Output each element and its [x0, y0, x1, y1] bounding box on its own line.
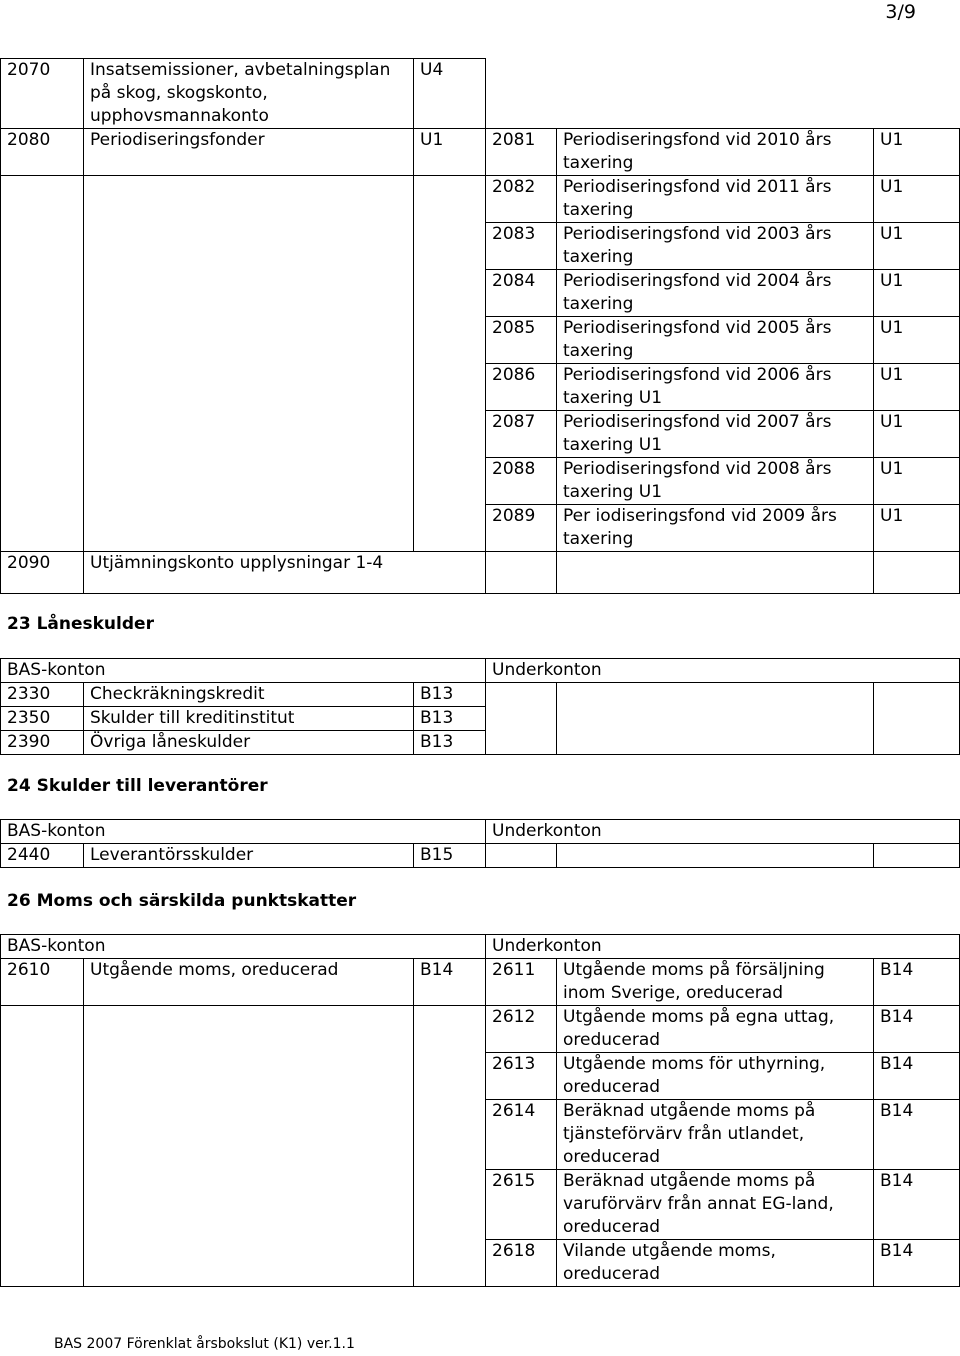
account-code: 2610 — [1, 959, 84, 1006]
table-row — [1, 1053, 960, 1100]
sub-account-name: Periodiseringsfond vid 2005 års taxering — [557, 317, 874, 364]
account-code: 2440 — [1, 844, 84, 868]
sub-account-name: Periodiseringsfond vid 2010 års taxering — [557, 129, 874, 176]
sub-report-ref: U1 — [874, 505, 960, 552]
table-row — [1, 270, 960, 317]
sub-report-ref: U1 — [874, 270, 960, 317]
account-name: Utjämningskonto upplysningar 1-4 — [84, 552, 486, 594]
report-ref: B15 — [414, 844, 486, 868]
bas-header: BAS-konton — [1, 659, 486, 683]
sub-account-code: 2082 — [486, 176, 557, 223]
sub-account-name: Beräknad utgående moms på varuförvärv från annat EG-land, oreducerad — [557, 1170, 874, 1240]
account-name: Övriga låneskulder — [84, 731, 414, 755]
table-row — [1, 1100, 960, 1170]
table-row — [1, 411, 960, 458]
sub-report-ref: U1 — [874, 317, 960, 364]
account-name: Skulder till kreditinstitut — [84, 707, 414, 731]
page-number: 3/9 — [885, 1, 916, 23]
section-23-table — [0, 658, 960, 755]
sub-account-name: Periodiseringsfond vid 2004 års taxering — [557, 270, 874, 317]
sub-account-name: Utgående moms för uthyrning, oreducerad — [557, 1053, 874, 1100]
table-row — [1, 458, 960, 505]
sub-report-ref: B14 — [874, 959, 960, 1006]
sub-report-ref: B14 — [874, 1006, 960, 1053]
sub-report-ref: B14 — [874, 1100, 960, 1170]
sub-account-name: Periodiseringsfond vid 2006 års taxering U1 — [557, 364, 874, 411]
table-row — [1, 552, 960, 594]
sub-report-ref: U1 — [874, 411, 960, 458]
sub-account-code: 2618 — [486, 1240, 557, 1287]
account-name: Utgående moms, oreducerad — [84, 959, 414, 1006]
sub-account-code: 2613 — [486, 1053, 557, 1100]
account-code: 2070 — [1, 59, 84, 129]
sub-account-code: 2085 — [486, 317, 557, 364]
sub-report-ref: B14 — [874, 1240, 960, 1287]
sub-account-name: Utgående moms på försäljning inom Sverige, oreducerad — [557, 959, 874, 1006]
sub-header: Underkonton — [486, 935, 960, 959]
sub-account-name: Periodiseringsfond vid 2003 års taxering — [557, 223, 874, 270]
report-ref: U4 — [414, 59, 486, 129]
table-row — [1, 364, 960, 411]
sub-account-name: Beräknad utgående moms på tjänsteförvärv från utlandet, oreducerad — [557, 1100, 874, 1170]
report-ref: B13 — [414, 707, 486, 731]
account-name: Leverantörsskulder — [84, 844, 414, 868]
account-code: 2390 — [1, 731, 84, 755]
account-code: 2090 — [1, 552, 84, 594]
table-row — [1, 59, 960, 129]
sub-account-name: Periodiseringsfond vid 2007 års taxering U1 — [557, 411, 874, 458]
sub-report-ref: U1 — [874, 364, 960, 411]
table-row — [1, 129, 960, 176]
account-name: Insatsemissioner, avbetalningsplan på skog, skogskonto, upphovsmannakonto — [84, 59, 414, 129]
sub-report-ref: U1 — [874, 458, 960, 505]
table-header-row — [1, 820, 960, 844]
footer-text: BAS 2007 Förenklat årsbokslut (K1) ver.1.1 — [54, 1336, 355, 1352]
section-23-heading: 23 Låneskulder — [7, 614, 154, 634]
sub-header: Underkonton — [486, 659, 960, 683]
report-ref: U1 — [414, 129, 486, 176]
sub-report-ref: B14 — [874, 1053, 960, 1100]
table-row — [1, 959, 960, 1006]
table-row — [1, 1240, 960, 1287]
sub-account-name: Per iodiseringsfond vid 2009 års taxering — [557, 505, 874, 552]
sub-account-code: 2614 — [486, 1100, 557, 1170]
table-header-row — [1, 659, 960, 683]
section-24-heading: 24 Skulder till leverantörer — [7, 776, 268, 796]
sub-header: Underkonton — [486, 820, 960, 844]
sub-account-code: 2615 — [486, 1170, 557, 1240]
sub-report-ref: U1 — [874, 129, 960, 176]
sub-account-code: 2081 — [486, 129, 557, 176]
section-24-table — [0, 819, 960, 868]
sub-account-code: 2086 — [486, 364, 557, 411]
table-row — [1, 317, 960, 364]
sub-account-code: 2089 — [486, 505, 557, 552]
table-header-row — [1, 935, 960, 959]
account-code: 2330 — [1, 683, 84, 707]
bas-header: BAS-konton — [1, 935, 486, 959]
report-ref: B13 — [414, 683, 486, 707]
section-26-heading: 26 Moms och särskilda punktskatter — [7, 891, 357, 911]
sub-report-ref: U1 — [874, 223, 960, 270]
account-name: Periodiseringsfonder — [84, 129, 414, 176]
section-20-table — [0, 58, 960, 594]
table-row — [1, 1006, 960, 1053]
bas-header: BAS-konton — [1, 820, 486, 844]
sub-account-name: Vilande utgående moms, oreducerad — [557, 1240, 874, 1287]
sub-account-code: 2087 — [486, 411, 557, 458]
table-row — [1, 683, 960, 707]
sub-report-ref: B14 — [874, 1170, 960, 1240]
sub-account-name: Periodiseringsfond vid 2008 års taxering U1 — [557, 458, 874, 505]
table-row — [1, 844, 960, 868]
table-row — [1, 176, 960, 223]
sub-account-code: 2083 — [486, 223, 557, 270]
sub-account-code: 2084 — [486, 270, 557, 317]
sub-account-code: 2088 — [486, 458, 557, 505]
table-row — [1, 731, 960, 755]
account-code: 2080 — [1, 129, 84, 176]
table-row — [1, 707, 960, 731]
account-code: 2350 — [1, 707, 84, 731]
sub-account-code: 2612 — [486, 1006, 557, 1053]
sub-account-name: Periodiseringsfond vid 2011 års taxering — [557, 176, 874, 223]
sub-report-ref: U1 — [874, 176, 960, 223]
section-26-table — [0, 934, 960, 1287]
empty-cell — [486, 59, 960, 129]
account-name: Checkräkningskredit — [84, 683, 414, 707]
sub-account-code: 2611 — [486, 959, 557, 1006]
table-row — [1, 1170, 960, 1240]
sub-account-name: Utgående moms på egna uttag, oreducerad — [557, 1006, 874, 1053]
table-row — [1, 505, 960, 552]
report-ref: B14 — [414, 959, 486, 1006]
table-row — [1, 223, 960, 270]
report-ref: B13 — [414, 731, 486, 755]
